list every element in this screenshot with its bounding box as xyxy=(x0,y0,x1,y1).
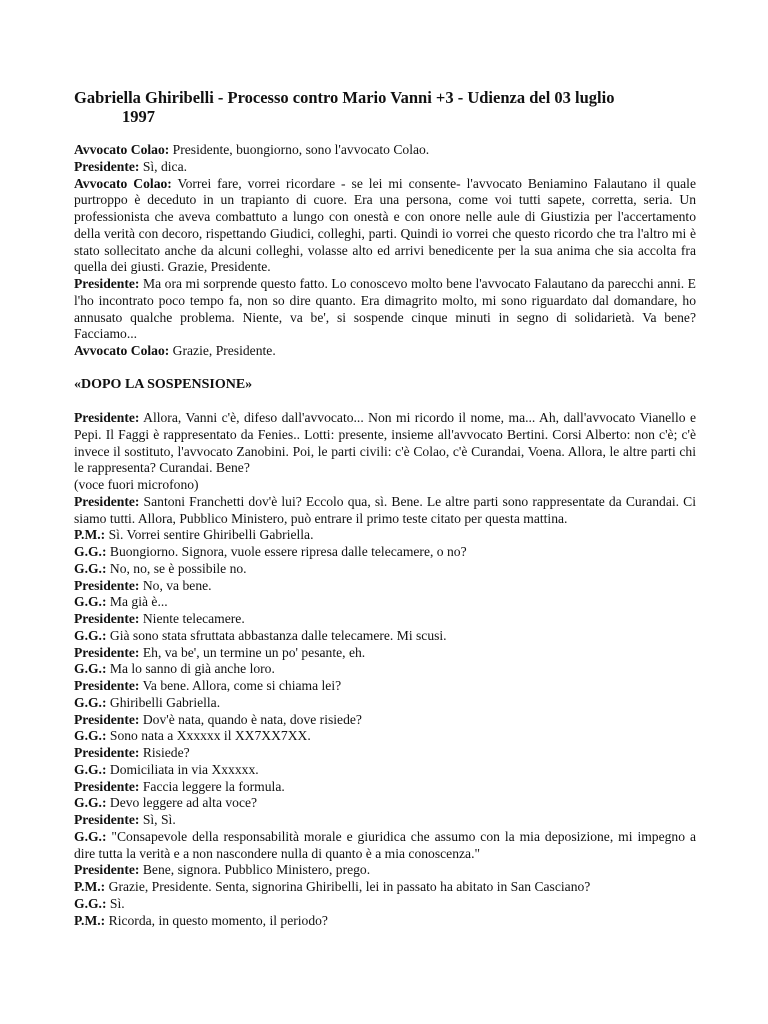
transcript-paragraph xyxy=(74,343,696,360)
speech-text: Sì. xyxy=(109,895,125,911)
transcript-paragraph xyxy=(74,176,696,277)
transcript-paragraph xyxy=(74,578,696,595)
speaker-label: G.G.: xyxy=(74,895,107,911)
speaker-label: G.G.: xyxy=(74,560,107,576)
speech-text: Dov'è nata, quando è nata, dove risiede? xyxy=(142,711,362,727)
transcript-block-after-suspension xyxy=(74,410,696,929)
speech-text: Eh, va be', un termine un po' pesante, eh. xyxy=(142,644,366,660)
speaker-label: G.G.: xyxy=(74,594,107,610)
speaker-label: G.G.: xyxy=(74,761,107,777)
transcript-paragraph xyxy=(74,594,696,611)
transcript-paragraph xyxy=(74,896,696,913)
transcript-paragraph xyxy=(74,159,696,176)
speech-text: Ghiribelli Gabriella. xyxy=(109,694,221,710)
speech-text: Presidente, buongiorno, sono l'avvocato Colao. xyxy=(172,142,430,157)
speech-text: No, no, se è possibile no. xyxy=(109,560,247,576)
speaker-label: Presidente: xyxy=(74,778,140,794)
transcript-paragraph xyxy=(74,879,696,896)
transcript-paragraph xyxy=(74,678,696,695)
transcript-paragraph xyxy=(74,527,696,544)
speaker-label: Avvocato Colao: xyxy=(74,343,170,358)
transcript-paragraph xyxy=(74,913,696,930)
speaker-label: G.G.: xyxy=(74,661,107,677)
speech-text: Ma già è... xyxy=(109,594,168,610)
transcript-paragraph xyxy=(74,628,696,645)
transcript-paragraph xyxy=(74,829,696,863)
speaker-label: Presidente: xyxy=(74,862,140,878)
speech-text: Santoni Franchetti dov'è lui? Eccolo qua, sì. Bene. Le altre parti sono rappresentate da Curandai. Ci siamo tutti. Allora, Pubblico Ministero, può entrare il primo teste citato per questa mattina. xyxy=(74,493,696,526)
speaker-label: P.M.: xyxy=(74,912,106,928)
speaker-label: Presidente: xyxy=(74,812,140,827)
transcript-paragraph xyxy=(74,276,696,343)
title-line-2: 1997 xyxy=(122,107,155,126)
transcript-paragraph xyxy=(74,762,696,779)
title-line-1: Gabriella Ghiribelli - Processo contro Mario Vanni +3 - Udienza del 03 luglio xyxy=(74,88,615,107)
speech-text: Ricorda, in questo momento, il periodo? xyxy=(108,912,328,928)
transcript-paragraph xyxy=(74,645,696,662)
speaker-label: Presidente: xyxy=(74,493,140,509)
speech-text: Ma ora mi sorprende questo fatto. Lo conoscevo molto bene l'avvocato Falautano da parecchi anni. E l'ho incontrato poco tempo fa, non so dire quanto. Era dimagrito molto, mi sono riguardato dal domandare, ho annusato qualche problema. Niente, va be', si sospende cinque minuti in segno di solidarietà. Va bene? Facciamo... xyxy=(74,276,696,342)
transcript-paragraph xyxy=(74,544,696,561)
transcript-paragraph xyxy=(74,779,696,796)
speaker-label: G.G.: xyxy=(74,544,107,559)
transcript-paragraph xyxy=(74,745,696,762)
speech-text: Sì, Sì. xyxy=(142,812,176,827)
transcript-paragraph xyxy=(74,561,696,578)
transcript-paragraph xyxy=(74,862,696,879)
speaker-label: Presidente: xyxy=(74,577,140,593)
speech-text: Grazie, Presidente. Senta, signorina Ghiribelli, lei in passato ha abitato in San Casciano? xyxy=(108,879,591,894)
speaker-label: Presidente: xyxy=(74,678,140,693)
speech-text: Grazie, Presidente. xyxy=(172,343,276,358)
speaker-label: P.M.: xyxy=(74,879,106,894)
speaker-label: P.M.: xyxy=(74,527,106,543)
speaker-label: Presidente: xyxy=(74,276,140,291)
speaker-label: Presidente: xyxy=(74,410,140,425)
spacer xyxy=(74,360,696,377)
speech-text: Bene, signora. Pubblico Ministero, prego. xyxy=(142,862,371,878)
transcript-paragraph xyxy=(74,695,696,712)
transcript-paragraph xyxy=(74,494,696,528)
transcript-paragraph xyxy=(74,795,696,812)
speech-text: Sì. Vorrei sentire Ghiribelli Gabriella. xyxy=(108,527,314,543)
transcript-paragraph xyxy=(74,728,696,745)
speech-text: Niente telecamere. xyxy=(142,611,245,626)
speech-text: Vorrei fare, vorrei ricordare - se lei mi consente- l'avvocato Beniamino Falautano il quale purtroppo è deceduto in un trapianto di cuore. Era una persona, come voi tutti sapete, corretta, seria. Un professionista che aveva combattuto a lungo con onestà e con onore nelle aule di Giustizia per l'accertamento della verità con decoro, rispettando Giudici, colleghi, parti. Quindi io vorrei che questo ricordo che tra l'altro mi è stato sollecitato anche da alcuni colleghi, volasse alto ed arrivi benedicente per la sua anima che sia accolta fra quella dei giusti. Grazie, Presidente. xyxy=(74,175,696,275)
speaker-label: G.G.: xyxy=(74,728,107,744)
speaker-label: Presidente: xyxy=(74,745,140,760)
speech-text: Ma lo sanno di già anche loro. xyxy=(109,661,275,677)
speech-text: "Consapevole della responsabilità morale e giuridica che assumo con la mia deposizione, mi impegno a dire tutta la verità e a non nascondere nulla di quanto è a mia conoscenza." xyxy=(74,828,696,861)
speech-text: Allora, Vanni c'è, difeso dall'avvocato... Non mi ricordo il nome, ma... Ah, dall'avvocato Vianello e Pepi. Il Faggi è rappresentato da Fenies.. Lotti: presente, insieme all'avvocato Bertini. Corsi Alberto: non c'è; c'è invece il sostituto, l'avvocato Zanobini. Poi, le parti civili: c'è Colao, c'è Curandai, Voena. Allora, le altre parti chi le rappresenta? Curandai. Bene? xyxy=(74,410,697,476)
speech-text: Va bene. Allora, come si chiama lei? xyxy=(142,678,342,693)
speaker-label: Presidente: xyxy=(74,611,140,626)
speech-text: Risiede? xyxy=(142,745,190,760)
transcript-block-opening xyxy=(74,142,696,360)
document-title xyxy=(74,88,694,126)
speaker-label: Presidente: xyxy=(74,711,140,727)
speaker-label: Presidente: xyxy=(74,158,140,174)
speaker-label: G.G.: xyxy=(74,795,107,811)
speaker-label: G.G.: xyxy=(74,694,107,710)
speech-text: Già sono stata sfruttata abbastanza dalle telecamere. Mi scusi. xyxy=(109,627,447,643)
transcript-body xyxy=(74,142,696,929)
speech-text: Sono nata a Xxxxxx il XX7XX7XX. xyxy=(109,728,311,744)
speaker-label: G.G.: xyxy=(74,627,107,643)
speech-text: Buongiorno. Signora, vuole essere ripresa dalle telecamere, o no? xyxy=(109,544,467,559)
speech-text: Devo leggere ad alta voce? xyxy=(109,795,258,811)
speech-text: Faccia leggere la formula. xyxy=(142,778,285,794)
transcript-paragraph xyxy=(74,611,696,628)
transcript-paragraph xyxy=(74,661,696,678)
transcript-paragraph xyxy=(74,477,696,494)
transcript-paragraph xyxy=(74,812,696,829)
transcript-paragraph xyxy=(74,142,696,159)
speaker-label: Avvocato Colao: xyxy=(74,142,170,157)
speaker-label: Avvocato Colao: xyxy=(74,175,172,191)
speech-text: Sì, dica. xyxy=(142,158,188,174)
speaker-label: Presidente: xyxy=(74,644,140,660)
spacer xyxy=(74,393,696,410)
speech-text: No, va bene. xyxy=(142,577,212,593)
speech-text: Domiciliata in via Xxxxxx. xyxy=(109,761,259,777)
speaker-label: G.G.: xyxy=(74,828,107,844)
transcript-paragraph xyxy=(74,410,696,477)
transcript-paragraph xyxy=(74,712,696,729)
speech-text: (voce fuori microfono) xyxy=(74,477,199,492)
section-heading: «DOPO LA SOSPENSIONE» xyxy=(74,376,253,392)
